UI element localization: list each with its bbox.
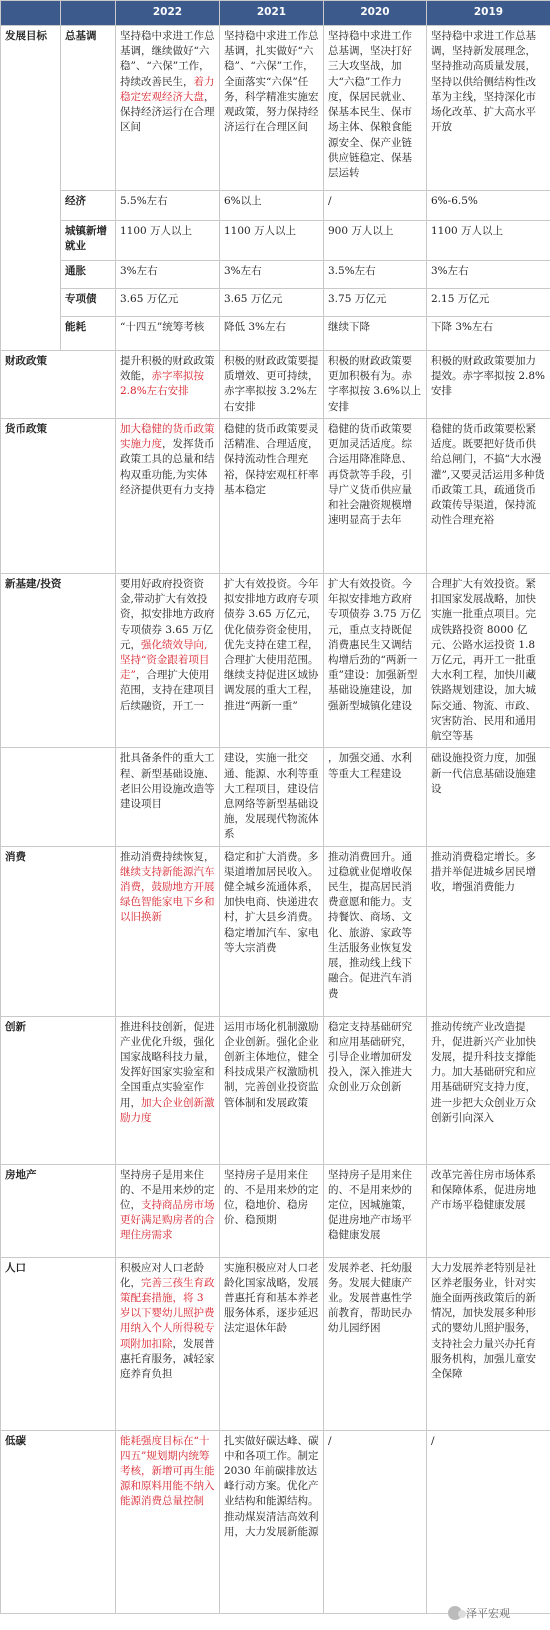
cell-2021: 3%左右 (220, 261, 324, 289)
category-label: 财政政策 (1, 351, 116, 419)
cell-text: 推进科技创新，促进产业优化升级，强化国家战略科技力量，发挥好国家实验室和全国重点实验室作用， (120, 1020, 215, 1109)
cell-2019: 2.15 万亿元 (427, 289, 550, 317)
category-label: 房地产 (1, 1164, 116, 1257)
watermark (448, 1605, 510, 1621)
subcategory-label: 专项债 (61, 289, 116, 317)
cell-2020: 积极的财政政策要更加积极有为。赤字率拟按 3.6%以上安排 (324, 351, 427, 419)
table-row (1, 351, 550, 419)
cell-2021: 3.65 万亿元 (220, 289, 324, 317)
highlight-text: 完善三孩生育政策配套措施，将 3 岁以下婴幼儿照护费用纳入个人所得税专项附加扣除 (120, 1276, 215, 1350)
highlight-text: 强化绩效导向,坚持“资金跟着项目走” (120, 638, 210, 682)
highlight-text: 赤字率拟按 2.8%左右安排 (120, 370, 204, 398)
subcategory-label: 经济 (61, 191, 116, 221)
category-label: 低碳 (1, 1430, 116, 1613)
header-2022: 2022 (116, 1, 220, 26)
cell-2020: / (324, 191, 427, 221)
cell-2020: 推动消费回升。通过稳就业促增收保民生，提高居民消费意愿和能力。支持餐饮、商场、文化、旅游、家政等生活服务业恢复发展，推动线上线下融合。促进汽车消费 (324, 846, 427, 1016)
table-row (1, 418, 550, 573)
table-row (1, 191, 550, 221)
cell-2020: 3.5%左右 (324, 261, 427, 289)
highlight-text: 加大稳健的货币政策实施力度 (120, 422, 215, 451)
header-corner-sub (61, 1, 116, 26)
cell-2022 (116, 846, 220, 1016)
header-row (1, 1, 550, 26)
cell-2022: 3.65 万亿元 (116, 289, 220, 317)
cell-2022 (116, 351, 220, 419)
header-2020: 2020 (324, 1, 427, 26)
cell-2020: ，加强交通、水利等重大工程建设 (324, 748, 427, 846)
table-row (1, 1164, 550, 1257)
cell-text: ，发展普惠托育服务，减轻家庭养育负担 (120, 1337, 215, 1381)
cell-2022: “十四五”统筹考核 (116, 317, 220, 351)
cell-text: ，合理扩大使用范围，支持在建项目后续融资，开工一 (120, 669, 215, 712)
table-row (1, 261, 550, 289)
highlight-text: 加大企业创新激励力度 (120, 1096, 215, 1124)
cell-2021: 扎实做好碳达峰、碳中和各项工作。制定 2030 年前碳排放达峰行动方案。优化产业结构和能源结构。推动煤炭清洁高效利用，大力发展新能源 (220, 1430, 324, 1613)
cell-2019: 推动传统产业改造提升，促进新兴产业加快发展，提升科技支撑能力。加大基础研究和应用基础研究支持力度，进一步把大众创业万众创新引向深入 (427, 1016, 550, 1164)
highlight-text: 支持商品房市场更好满足购房者的合理住房需求 (120, 1199, 215, 1242)
table-row (1, 748, 550, 846)
cell-2021: 运用市场化机制激励企业创新。强化企业创新主体地位，健全科技成果产权激励机制，完善创业投资监管体制和发展政策 (220, 1016, 324, 1164)
table-row (1, 846, 550, 1016)
category-label: 创新 (1, 1016, 116, 1164)
cell-2019: 础设施投资力度，加强新一代信息基础设施建设 (427, 748, 550, 846)
cell-2019: 推动消费稳定增长。多措并举促进城乡居民增收，增强消费能力 (427, 846, 550, 1016)
table-row (1, 221, 550, 261)
cell-2019: 6%-6.5% (427, 191, 550, 221)
cell-2020: 3.75 万亿元 (324, 289, 427, 317)
cell-text: 坚持稳中求进工作总基调，继续做好“六稳”、“六保”工作，持续改善民生， (120, 30, 215, 88)
category-label: 发展目标 (1, 26, 61, 351)
cell-2021: 1100 万人以上 (220, 221, 324, 261)
cell-2021: 降低 3%左右 (220, 317, 324, 351)
cell-2020: 稳定支持基础研究和应用基础研究，引导企业增加研发投入，深入推进大众创业万众创新 (324, 1016, 427, 1164)
cell-2022 (116, 1430, 220, 1613)
table-row (1, 26, 550, 191)
cell-2020: 稳健的货币政策要更加灵活适度。综合运用降准降息、再贷款等手段，引导广义货币供应量和社会融资规模增速明显高于去年 (324, 418, 427, 573)
cell-2019: 1100 万人以上 (427, 221, 550, 261)
cell-2021: 实施积极应对人口老龄化国家战略，发展普惠托育和基本养老服务体系，逐步延迟法定退休年龄 (220, 1257, 324, 1430)
table-row (1, 573, 550, 747)
header-corner (1, 1, 61, 26)
header-2021: 2021 (220, 1, 324, 26)
cell-text: 提升积极的财政政策效能， (120, 355, 215, 383)
cell-2019: 积极的财政政策要加力提效。赤字率拟按 2.8%安排 (427, 351, 550, 419)
cell-text: ，保持经济运行在合理区间 (120, 90, 215, 134)
subcategory-label: 总基调 (61, 26, 116, 191)
subcategory-label: 能耗 (61, 317, 116, 351)
cell-2019: 合理扩大有效投资。紧扣国家发展战略，加快实施一批重点项目。完成铁路投资 8000 亿元、公路水运投资 1.8 万亿元，再开工一批重大水利工程，加快川藏铁路规划建设，加大城际交通、物流、市政、灾害防治、民用和通用航空等基 (427, 573, 550, 747)
cell-2022: 1100 万人以上 (116, 221, 220, 261)
highlight-text: 能耗强度目标在“十四五”规划期内统筹考核，新增可再生能源和原料用能不纳入能源消费总量控制 (120, 1434, 215, 1508)
category-label: 消费 (1, 846, 116, 1016)
cell-2021: 稳健的货币政策要灵活精准、合理适度，保持流动性合理充裕，保持宏观杠杆率基本稳定 (220, 418, 324, 573)
category-label: 新基建/投资 (1, 573, 116, 747)
cell-2021: 坚持房子是用来住的、不是用来炒的定位，稳地价、稳房价、稳预期 (220, 1164, 324, 1257)
cell-2019: / (427, 1430, 550, 1613)
table-row (1, 1016, 550, 1164)
cell-2022 (116, 418, 220, 573)
cell-2020: 坚持房子是用来住的、不是用来炒的定位，因城施策，促进房地产市场平稳健康发展 (324, 1164, 427, 1257)
cell-2019: 坚持稳中求进工作总基调，坚持新发展理念，坚持推动高质量发展，坚持以供给侧结构性改革为主线，坚持深化市场化改革、扩大高水平开放 (427, 26, 550, 191)
cell-text: 要用好政府投资资金,带动扩大有效投资，拟安排地方政府专项债券 3.65 万亿元， (120, 577, 215, 651)
cell-2022 (116, 1164, 220, 1257)
table-row (1, 317, 550, 351)
cell-2020: 900 万人以上 (324, 221, 427, 261)
cell-2022 (116, 1016, 220, 1164)
cell-2019: 稳健的货币政策要松紧适度。既要把好货币供给总闸门，不搞“大水漫灌”,又要灵活运用多种货币政策工具，疏通货币政策传导渠道，保持流动性合理充裕 (427, 418, 550, 573)
subcategory-label: 通胀 (61, 261, 116, 289)
cell-2019: 大力发展养老特别是社区养老服务业，针对实施全面两孩政策后的新情况，加快发展多种形式的婴幼儿照护服务，支持社会力量兴办托育服务机构，加强儿童安全保障 (427, 1257, 550, 1430)
cell-2022 (116, 573, 220, 747)
highlight-text: 继续支持新能源汽车消费，鼓励地方开展绿色智能家电下乡和以旧换新 (120, 865, 215, 924)
cell-2019: 改革完善住房市场体系和保障体系，促进房地产市场平稳健康发展 (427, 1164, 550, 1257)
highlight-text: 着力稳定宏观经济大盘 (120, 75, 215, 103)
cell-2020: 发展养老、托幼服务。发展大健康产业。发展普惠性学前教育，帮助民办幼儿园纾困 (324, 1257, 427, 1430)
cell-2021: 积极的财政政策要提质增效、更可持续，赤字率拟按 3.2%左右安排 (220, 351, 324, 419)
cell-2022 (116, 26, 220, 191)
subcategory-label: 城镇新增就业 (61, 221, 116, 261)
cell-text: ，发挥货币政策工具的总量和结构双重功能,为实体经济提供更有力支持 (120, 438, 215, 496)
watermark-text: 泽平宏观 (466, 1607, 510, 1620)
cell-2020: / (324, 1430, 427, 1613)
cell-2021: 6%以上 (220, 191, 324, 221)
cell-2019: 3%左右 (427, 261, 550, 289)
cell-2020: 扩大有效投资。今年拟安排地方政府专项债券 3.75 万亿元，重点支持既促消费惠民生又调结构增后劲的“两新一重”建设：加强新型基础设施建设，加强新型城镇化建设 (324, 573, 427, 747)
cell-text: 推动消费持续恢复， (120, 850, 215, 863)
category-label: 人口 (1, 1257, 116, 1430)
cell-2022: 5.5%左右 (116, 191, 220, 221)
wechat-icon (448, 1606, 462, 1620)
category-label: 货币政策 (1, 418, 116, 573)
cell-2022: 批具备条件的重大工程、新型基础设施、老旧公用设施改造等建设项目 (116, 748, 220, 846)
table-row (1, 289, 550, 317)
cell-text: 坚持房子是用来住的、不是用来炒的定位， (120, 1168, 215, 1212)
table-row (1, 1257, 550, 1430)
cell-2021: 扩大有效投资。今年拟安排地方政府专项债券 3.65 万亿元，优化债券资金使用，优先支持在建工程，合理扩大使用范围。继续支持促进区域协调发展的重大工程，推进“两新一重” (220, 573, 324, 747)
cell-2022 (116, 1257, 220, 1430)
cell-2020: 坚持稳中求进工作总基调，坚决打好三大攻坚战，加大“六稳”工作力度，保居民就业、保基本民生、保市场主体、保粮食能源安全、保产业链供应链稳定、保基层运转 (324, 26, 427, 191)
cell-2021: 建设，实施一批交通、能源、水利等重大工程项目，建设信息网络等新型基础设施，发展现代物流体系 (220, 748, 324, 846)
cell-text: 积极应对人口老龄化， (120, 1261, 204, 1289)
cell-2021: 坚持稳中求进工作总基调，扎实做好“六稳”、“六保”工作，全面落实“六保”任务，科学精准实施宏观政策，努力保持经济运行在合理区间 (220, 26, 324, 191)
cell-2021: 稳定和扩大消费。多渠道增加居民收入。健全城乡流通体系，加快电商、快递进农村，扩大县乡消费。稳定增加汽车、家电等大宗消费 (220, 846, 324, 1016)
table-row (1, 1430, 550, 1613)
category-label-empty (1, 748, 116, 846)
cell-2020: 继续下降 (324, 317, 427, 351)
cell-2022: 3%左右 (116, 261, 220, 289)
header-2019: 2019 (427, 1, 550, 26)
cell-2019: 下降 3%左右 (427, 317, 550, 351)
